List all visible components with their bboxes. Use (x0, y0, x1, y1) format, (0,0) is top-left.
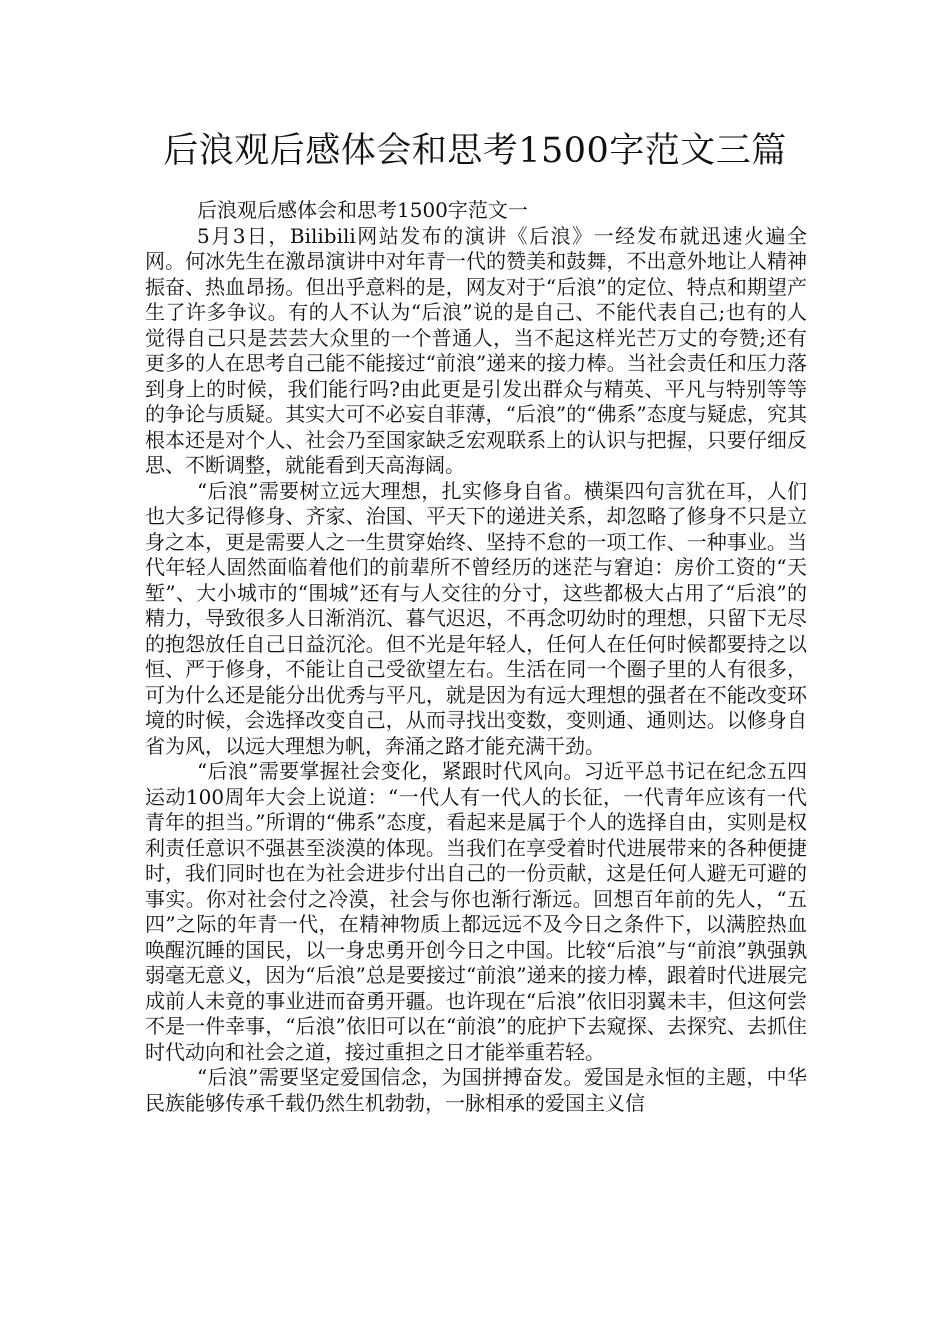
document-title: 后浪观后感体会和思考1500字范文三篇 (163, 131, 787, 171)
paragraph: 5月3日，Bilibili网站发布的演讲《后浪》一经发布就迅速火遍全网。何冰先生在激昂演讲中对年青一代的赞美和鼓舞，不出意外地让人精神振奋、热血昂扬。但出乎意料的是，网友对于“后浪”的定位、特点和期望产生了许多争议。有的人不认为“后浪”说的是自己、不能代表自己;也有的人觉得自己只是芸芸大众里的一个普通人，当不起这样光芒万丈的夸赞;还有更多的人在思考自己能不能接过“前浪”递来的接力棒。当社会责任和压力落到身上的时候，我们能行吗?由此更是引发出群众与精英、平凡与特别等等的争论与质疑。其实大可不必妄自菲薄，“后浪”的“佛系”态度与疑虑，究其根本还是对个人、社会乃至国家缺乏宏观联系上的认识与把握，只要仔细反思、不断调整，就能看到天高海阔。 (145, 223, 807, 477)
document-body (145, 198, 807, 1116)
paragraph: “后浪”需要坚定爱国信念，为国拼搏奋发。爱国是永恒的主题，中华民族能够传承千载仍然生机勃勃，一脉相承的爱国主义信 (145, 1065, 807, 1115)
paragraph: “后浪”需要树立远大理想，扎实修身自省。横渠四句言犹在耳，人们也大多记得修身、齐家、治国、平天下的递进关系，却忽略了修身不只是立身之本，更是需要人之一生贯穿始终、坚持不怠的一项工作、一种事业。当代年轻人固然面临着他们的前辈所不曾经历的迷茫与窘迫：房价工资的“天堑”、大小城市的“围城”还有与人交往的分寸，这些都极大占用了“后浪”的精力，导致很多人日渐消沉、暮气迟迟，不再念叨幼时的理想，只留下无尽的抱怨放任自己日益沉沦。但不光是年轻人，任何人在任何时候都要持之以恒、严于修身，不能让自己受欲望左右。生活在同一个圈子里的人有很多，可为什么还是能分出优秀与平凡，就是因为有远大理想的强者在不能改变环境的时候，会选择改变自己，从而寻找出变数，变则通、通则达。以修身自省为风，以远大理想为帆，奔涌之路才能充满干劲。 (145, 478, 807, 758)
paragraph: “后浪”需要掌握社会变化，紧跟时代风向。习近平总书记在纪念五四运动100周年大会上说道：“一代人有一代人的长征，一代青年应该有一代青年的担当。”所谓的“佛系”态度，看起来是属于个人的选择自由，实则是权利责任意识不强甚至淡漠的体现。当我们在享受着时代进展带来的各种便捷时，我们同时也在为社会进步付出自己的一份贡献，这是任何人避无可避的事实。你对社会付之冷漠，社会与你也渐行渐远。回想百年前的先人，“五四”之际的年青一代，在精神物质上都远远不及今日之条件下，以满腔热血唤醒沉睡的国民，以一身忠勇开创今日之中国。比较“后浪”与“前浪”孰强孰弱毫无意义，因为“后浪”总是要接过“前浪”递来的接力棒，跟着时代进展完成前人未竟的事业进而奋勇开疆。也许现在“后浪”依旧羽翼未丰，但这何尝不是一件幸事，“后浪”依旧可以在“前浪”的庇护下去窥探、去探究、去抓住时代动向和社会之道，接过重担之日才能举重若轻。 (145, 759, 807, 1064)
section-heading: 后浪观后感体会和思考1500字范文一 (197, 198, 528, 222)
